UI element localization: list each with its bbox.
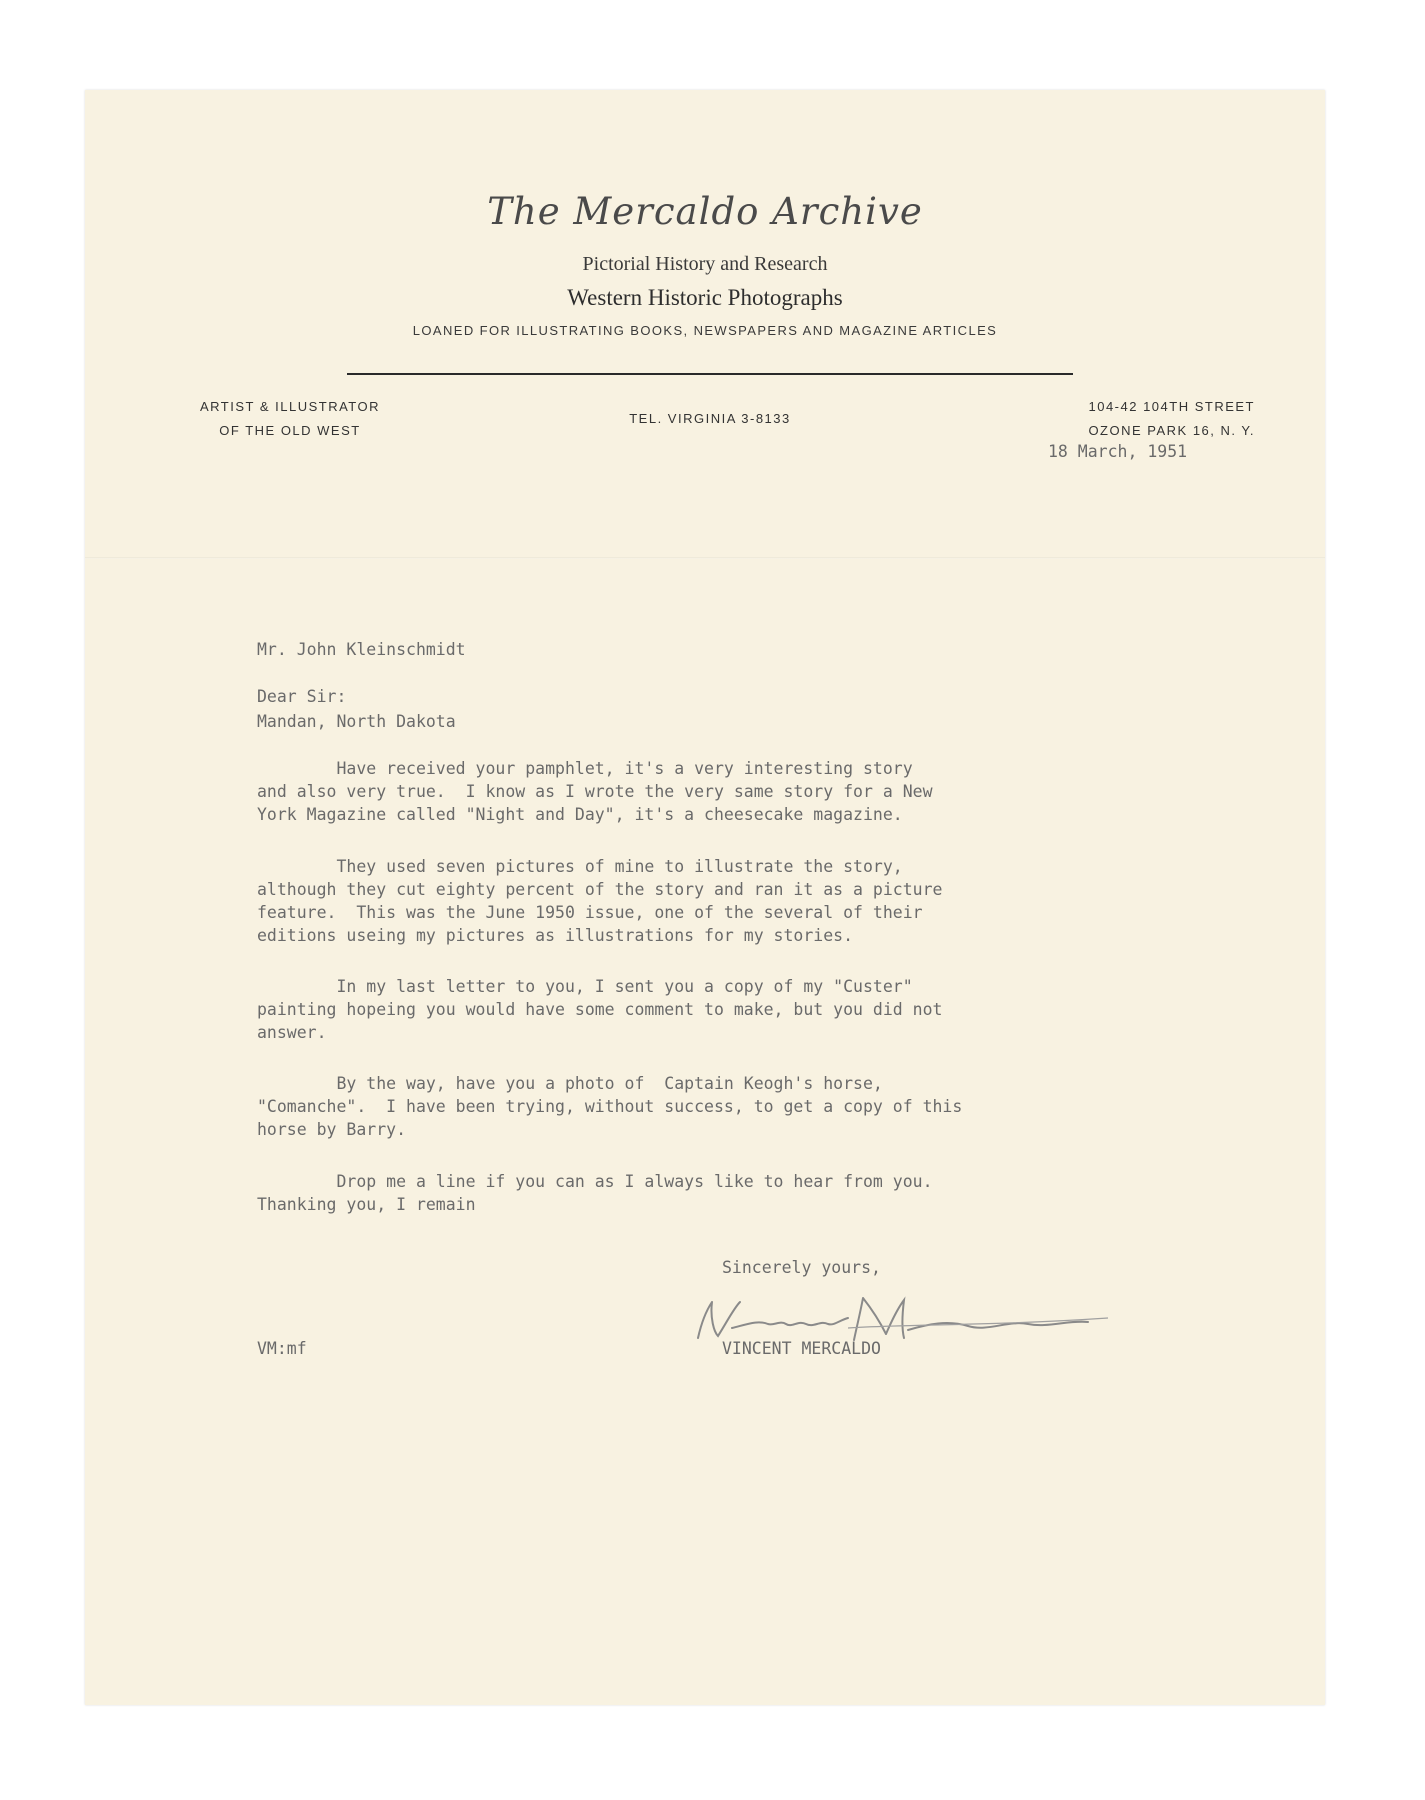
body-paragraph: Have received your pamphlet, it's a very interesting story and also very true. I know as I wrote the very same story for a New York Magazine called "Night and Day", it's a cheesecake magazine. (257, 759, 933, 824)
body-paragraph: Drop me a line if you can as I always like to hear from you. Thanking you, I remain (257, 1172, 933, 1214)
recipient-address (257, 590, 466, 782)
recipient-line-1: Mr. John Kleinschmidt (257, 640, 466, 659)
letterhead-divider (347, 373, 1073, 375)
artist-line-2: OF THE OLD WEST (219, 423, 361, 438)
address-line-2: OZONE PARK 16, N. Y. (1088, 423, 1255, 438)
salutation: Dear Sir: (257, 687, 347, 706)
reference-initials: VM:mf (257, 1339, 307, 1358)
letter-date: 18 March, 1951 (1048, 442, 1188, 461)
body-paragraph: In my last letter to you, I sent you a copy of my "Custer" painting hopeing you would have some comment to make, but you did not answer. (257, 977, 943, 1042)
body-paragraph: They used seven pictures of mine to illustrate the story, although they cut eighty percent of the story and ran it as a picture feature. This was the June 1950 issue, one of the several of their editions useing my pictures as illustrations for my stories. (257, 857, 943, 945)
signer-name: VINCENT MERCALDO (722, 1339, 881, 1358)
address-line-1: 104-42 104TH STREET (1088, 399, 1255, 414)
letterhead-brand: The Mercaldo Archive (487, 190, 923, 233)
artist-line-1: ARTIST & ILLUSTRATOR (199, 399, 381, 414)
recipient-line-2: Mandan, North Dakota (257, 712, 456, 731)
letterhead-address-block (990, 395, 1255, 443)
closing: Sincerely yours, (722, 1258, 881, 1277)
letterhead-tagline: LOANED FOR ILLUSTRATING BOOKS, NEWSPAPERS AND MAGAZINE ARTICLES (412, 323, 998, 338)
body-paragraph: By the way, have you a photo of Captain Keogh's horse, "Comanche". I have been trying, without success, to get a copy of this horse by Barry. (257, 1074, 963, 1139)
letterhead-subtitle: Pictorial History and Research (582, 253, 828, 275)
letter-page (85, 90, 1325, 1705)
letterhead-subtitle2: Western Historic Photographs (567, 285, 843, 310)
letterhead-phone: TEL. VIRGINIA 3-8133 (629, 411, 791, 426)
letterhead-artist-block (160, 395, 420, 443)
paper-fold (85, 557, 1325, 559)
